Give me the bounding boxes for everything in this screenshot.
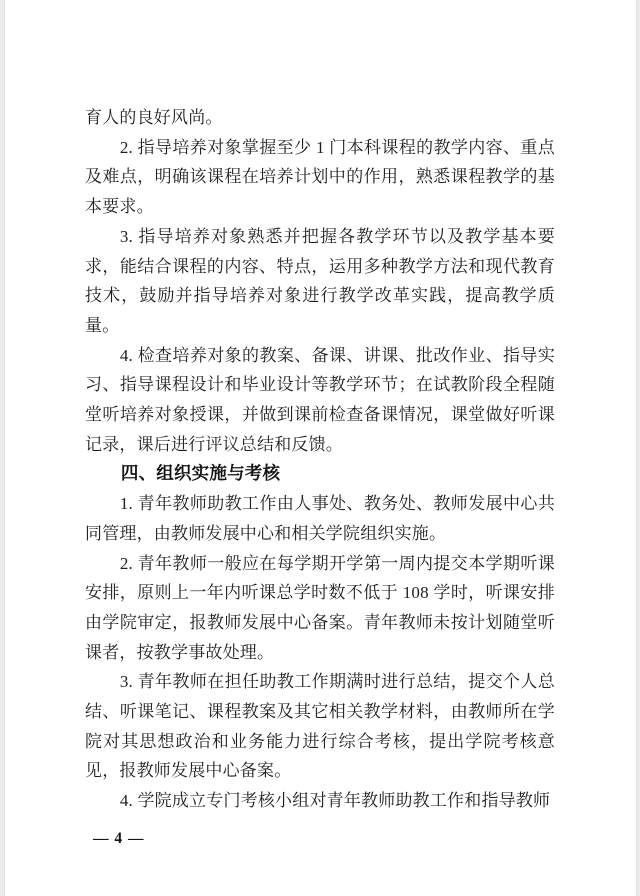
paragraph-org-item-4: 4. 学院成立专门考核小组对青年教师助教工作和指导教师 bbox=[119, 791, 551, 811]
paragraph-continuation: 育人的良好风尚。 bbox=[85, 108, 223, 127]
paragraph-org-item-3: 3. 青年教师在担任助教工作期满时进行总结，提交个人总结、听课笔记、课程教案及其它相关教学材料，由教师所在学院对其思想政治和业务能力进行综合考核，提出学院考核意见，报教师发展中心备案。 bbox=[85, 672, 555, 781]
page-left-edge bbox=[0, 0, 5, 896]
document-body bbox=[85, 103, 555, 816]
paragraph-duty-item-2: 2. 指导培养对象掌握至少 1 门本科课程的教学内容、重点及难点，明确该课程在培养计划中的作用，熟悉课程教学的基本要求。 bbox=[85, 137, 555, 217]
paragraph-duty-item-3: 3. 指导培养对象熟悉并把握各教学环节以及教学基本要求，能结合课程的内容、特点，运用多种教学方法和现代教育技术，鼓励并指导培养对象进行教学改革实践，提高教学质量。 bbox=[85, 226, 555, 335]
page-right-edge bbox=[636, 0, 640, 896]
paragraph-org-item-2: 2. 青年教师一般应在每学期开学第一周内提交本学期听课安排，原则上一年内听课总学时数不低于 108 学时，听课安排由学院审定，报教师发展中心备案。青年教师未按计划随堂听课者，按教学事故处理。 bbox=[85, 553, 555, 662]
paragraph-org-item-1: 1. 青年教师助教工作由人事处、教务处、教师发展中心共同管理，由教师发展中心和相关学院组织实施。 bbox=[85, 494, 555, 543]
section-heading-organization-and-assessment: 四、组织实施与考核 bbox=[120, 463, 281, 484]
paragraph-duty-item-4: 4. 检查培养对象的教案、备课、讲课、批改作业、指导实习、指导课程设计和毕业设计等教学环节；在试教阶段全程随堂听培养对象授课，并做到课前检查备课情况，课堂做好听课记录，课后进行评议总结和反馈。 bbox=[85, 345, 555, 454]
page-number: — 4 — bbox=[93, 830, 145, 847]
